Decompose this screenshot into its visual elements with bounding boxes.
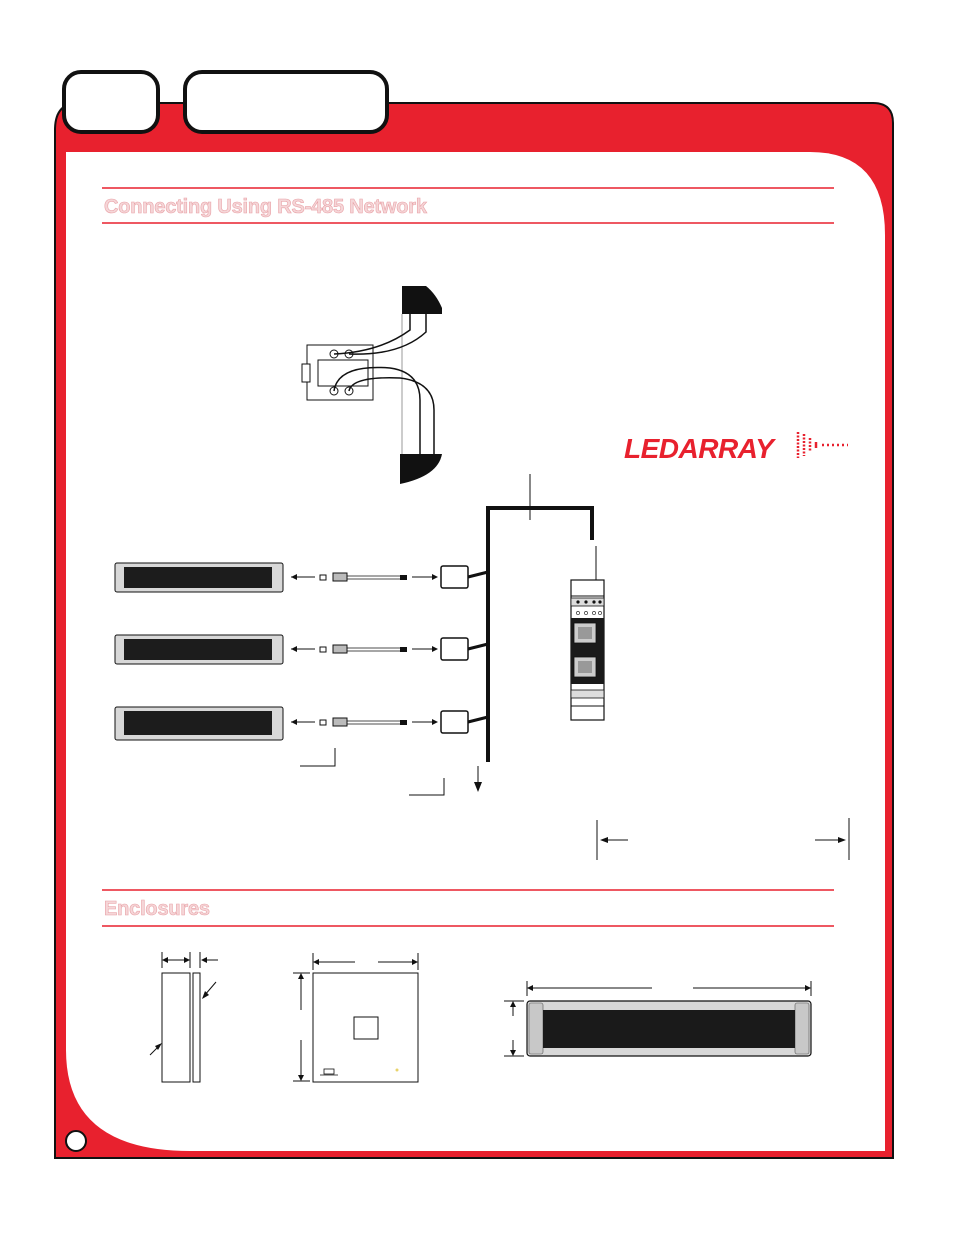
page-number-marker [66,1131,86,1151]
logo-text: LEDARRAY [624,433,774,464]
tab-section-title [185,72,387,132]
section-title-enclosures: Enclosures [104,898,210,920]
rj-connector-icon [441,566,468,588]
section-title-rs485: Connecting Using RS-485 Network [104,196,427,218]
rj-connector-icon [441,638,468,660]
rj-connector-icon [441,711,468,733]
tab-page-number [64,72,158,132]
